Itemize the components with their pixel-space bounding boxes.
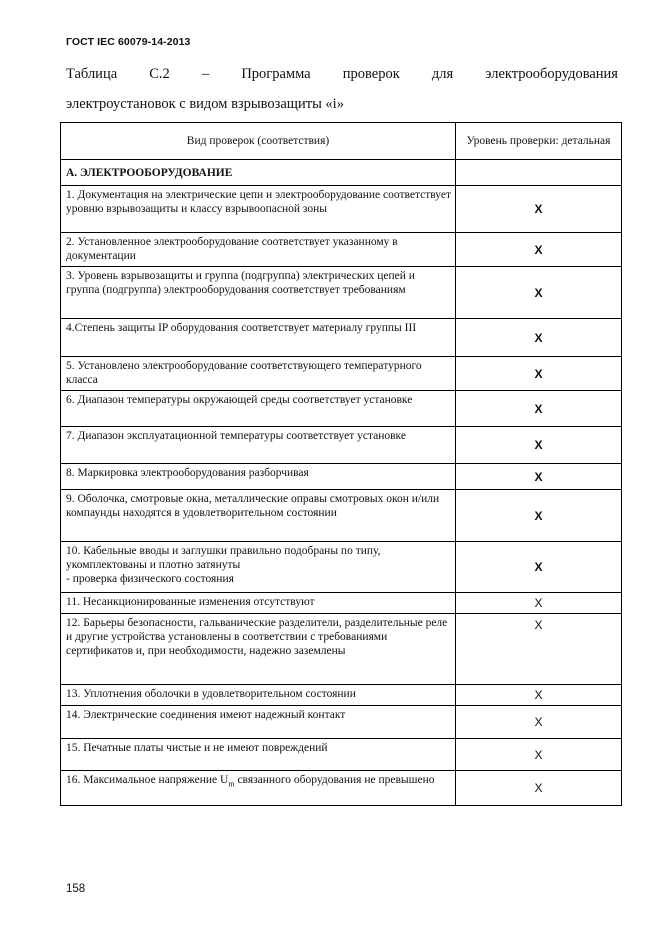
check-mark: X	[456, 427, 622, 464]
subscript-m: m	[228, 779, 235, 789]
table-row	[61, 542, 622, 593]
section-row	[61, 160, 622, 186]
check-item: 1. Документация на электрические цепи и электрооборудование соответствует уровню взрывозащиты и классу взрывоопасной зоны	[61, 186, 456, 233]
table-row	[61, 490, 622, 542]
check-mark: X	[456, 186, 622, 233]
caption-word: –	[201, 66, 210, 82]
caption-word: С.2	[149, 66, 170, 82]
section-empty-cell	[456, 160, 622, 186]
table-row	[61, 319, 622, 357]
check-item-text: связанного оборудования не превышено	[234, 774, 435, 786]
check-item: 5. Установлено электрооборудование соответствующего температурного класса	[61, 357, 456, 391]
check-item: 2. Установленное электрооборудование соответствует указанному в документации	[61, 233, 456, 267]
table-row	[61, 391, 622, 427]
caption-word: Таблица	[66, 66, 118, 82]
check-mark: X	[456, 685, 622, 706]
page-number: 158	[66, 883, 86, 895]
check-item: 8. Маркировка электрооборудования разборчивая	[61, 464, 456, 490]
caption-word: электрооборудования	[485, 66, 618, 82]
table-row	[61, 739, 622, 771]
check-item: 9. Оболочка, смотровые окна, металлические оправы смотровых окон и/или компаунды находятся в удовлетворительном состоянии	[61, 490, 456, 542]
check-mark: X	[456, 542, 622, 593]
table-row	[61, 233, 622, 267]
check-item: 4.Степень защиты IP оборудования соответствует материалу группы III	[61, 319, 456, 357]
table-row	[61, 685, 622, 706]
check-item: 13. Уплотнения оболочки в удовлетворительном состоянии	[61, 685, 456, 706]
check-item-text: 16. Максимальное напряжение U	[66, 774, 229, 786]
section-title: А. ЭЛЕКТРООБОРУДОВАНИЕ	[61, 160, 456, 186]
table-caption	[66, 66, 618, 83]
check-item	[61, 771, 456, 806]
table-row	[61, 186, 622, 233]
check-item: 6. Диапазон температуры окружающей среды соответствует установке	[61, 391, 456, 427]
header-inspection-level: Уровень проверки: детальная	[456, 123, 622, 160]
table-row	[61, 357, 622, 391]
check-item: 3. Уровень взрывозащиты и группа (подгруппа) электрических цепей и группа (подгруппа) электрооборудования соответствует требованиям	[61, 267, 456, 319]
table-row	[61, 267, 622, 319]
table-row	[61, 771, 622, 806]
table-row	[61, 464, 622, 490]
check-item: 12. Барьеры безопасности, гальванические разделители, разделительные реле и другие устройства установлены в соответствии с требованиями сертификатов и, при необходимости, надежно заземлены	[61, 614, 456, 685]
caption-word: Программа	[241, 66, 311, 82]
inspection-table	[60, 122, 622, 806]
table-row	[61, 593, 622, 614]
check-mark: X	[456, 233, 622, 267]
table-row	[61, 427, 622, 464]
table-row	[61, 614, 622, 685]
document-header: ГОСТ IEC 60079-14-2013	[66, 36, 191, 48]
check-mark: X	[456, 706, 622, 739]
check-item: 10. Кабельные вводы и заглушки правильно подобраны по типу, укомплектованы и плотно затянуты - проверка физического состояния	[61, 542, 456, 593]
check-mark: X	[456, 464, 622, 490]
check-mark: X	[456, 593, 622, 614]
check-mark: X	[456, 357, 622, 391]
check-mark: X	[456, 267, 622, 319]
check-item: 15. Печатные платы чистые и не имеют повреждений	[61, 739, 456, 771]
caption-word: проверок	[342, 66, 400, 82]
table-caption-line2: электроустановок с видом взрывозащиты «i»	[66, 96, 344, 112]
check-mark: X	[456, 614, 622, 685]
check-mark: X	[456, 490, 622, 542]
caption-word: для	[431, 66, 454, 82]
header-inspection-type: Вид проверок (соответствия)	[61, 123, 456, 160]
check-item: 14. Электрические соединения имеют надежный контакт	[61, 706, 456, 739]
table-row	[61, 706, 622, 739]
table-header-row	[61, 123, 622, 160]
check-item: 7. Диапазон эксплуатационной температуры соответствует установке	[61, 427, 456, 464]
check-mark: X	[456, 319, 622, 357]
check-mark: X	[456, 391, 622, 427]
check-item: 11. Несанкционированные изменения отсутствуют	[61, 593, 456, 614]
check-mark: X	[456, 771, 622, 806]
check-mark: X	[456, 739, 622, 771]
